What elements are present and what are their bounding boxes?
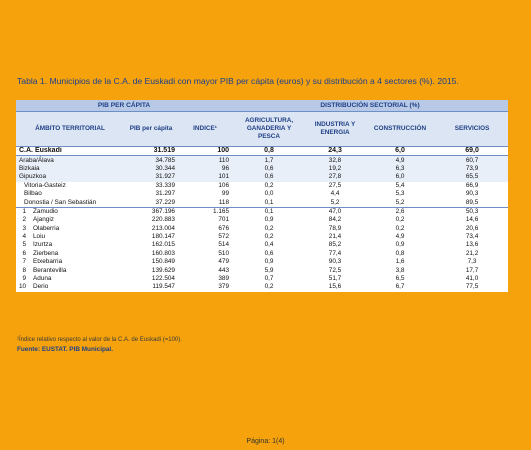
- cell-pib: 367.196: [124, 207, 178, 216]
- cell-serv: 20,6: [436, 225, 508, 233]
- cell-name: Gipuzkoa: [16, 173, 124, 181]
- cell-rank: 7: [16, 258, 30, 266]
- table-row: [16, 156, 508, 165]
- cell-indice: 676: [178, 225, 232, 233]
- cell-cons: 5,2: [364, 198, 436, 207]
- cell-serv: 90,3: [436, 190, 508, 198]
- cell-indice: 514: [178, 241, 232, 249]
- table-row: [16, 241, 508, 249]
- cell-ind: 4,4: [306, 190, 364, 198]
- cell-cons: 6,7: [364, 283, 436, 291]
- table-row: [16, 225, 508, 233]
- cell-ind: 27,5: [306, 182, 364, 190]
- cell-pib: 160.803: [124, 250, 178, 258]
- cell-agri: 0,2: [232, 225, 306, 233]
- cell-name: Ajangiz: [30, 216, 124, 224]
- cell-indice: 701: [178, 216, 232, 224]
- cell-ind: 32,8: [306, 156, 364, 165]
- cell-name: C.A. Euskadi: [16, 147, 124, 156]
- cell-cons: 2,6: [364, 207, 436, 216]
- cell-cons: 5,3: [364, 190, 436, 198]
- cell-rank: 1: [16, 207, 30, 216]
- cell-serv: 7,3: [436, 258, 508, 266]
- cell-agri: 0,9: [232, 216, 306, 224]
- cell-pib: 31.297: [124, 190, 178, 198]
- cell-pib: 30.344: [124, 165, 178, 173]
- cell-rank: 2: [16, 216, 30, 224]
- cell-serv: 65,5: [436, 173, 508, 181]
- header-indice: INDICE¹: [178, 112, 232, 147]
- pib-table: [16, 100, 508, 292]
- header-agricultura: AGRICULTURA, GANADERIA Y PESCA: [232, 112, 306, 147]
- cell-indice: 118: [178, 198, 232, 207]
- cell-name: Aduna: [30, 275, 124, 283]
- cell-name: Zierbena: [30, 250, 124, 258]
- cell-ind: 77,4: [306, 250, 364, 258]
- cell-name: Bilbao: [16, 190, 124, 198]
- cell-ind: 85,2: [306, 241, 364, 249]
- table-row: [16, 190, 508, 198]
- table-row-total: [16, 147, 508, 156]
- cell-rank: 9: [16, 275, 30, 283]
- header-industria: INDUSTRIA Y ENERGIA: [306, 112, 364, 147]
- cell-rank: 6: [16, 250, 30, 258]
- cell-name: Izurtza: [30, 241, 124, 249]
- cell-serv: 60,7: [436, 156, 508, 165]
- cell-serv: 89,5: [436, 198, 508, 207]
- cell-serv: 41,0: [436, 275, 508, 283]
- table-row: [16, 258, 508, 266]
- source-note: Fuente: EUSTAT. PIB Municipal.: [17, 346, 113, 353]
- cell-cons: 5,4: [364, 182, 436, 190]
- cell-ind: 27,8: [306, 173, 364, 181]
- header-group-distribution: DISTRIBUCIÓN SECTORIAL (%): [232, 100, 508, 112]
- header-construccion: CONSTRUCCIÓN: [364, 112, 436, 147]
- cell-serv: 14,6: [436, 216, 508, 224]
- cell-cons: 6,5: [364, 275, 436, 283]
- cell-pib: 122.504: [124, 275, 178, 283]
- cell-pib: 150.849: [124, 258, 178, 266]
- table-row: [16, 250, 508, 258]
- cell-agri: 0,1: [232, 207, 306, 216]
- cell-pib: 162.015: [124, 241, 178, 249]
- cell-indice: 572: [178, 233, 232, 241]
- cell-agri: 0,2: [232, 182, 306, 190]
- cell-cons: 1,6: [364, 258, 436, 266]
- cell-agri: 0,2: [232, 233, 306, 241]
- cell-name: Zamudio: [30, 207, 124, 216]
- cell-pib: 34.785: [124, 156, 178, 165]
- cell-indice: 479: [178, 258, 232, 266]
- cell-cons: 4,9: [364, 156, 436, 165]
- cell-indice: 443: [178, 266, 232, 274]
- cell-ind: 72,5: [306, 266, 364, 274]
- cell-pib: 139.629: [124, 266, 178, 274]
- table-row: [16, 165, 508, 173]
- cell-cons: 3,8: [364, 266, 436, 274]
- cell-cons: 4,9: [364, 233, 436, 241]
- cell-agri: 0,1: [232, 198, 306, 207]
- cell-name: Donostia / San Sebastián: [16, 198, 124, 207]
- cell-indice: 389: [178, 275, 232, 283]
- cell-serv: 50,3: [436, 207, 508, 216]
- cell-pib: 220.883: [124, 216, 178, 224]
- cell-serv: 66,9: [436, 182, 508, 190]
- cell-cons: 0,9: [364, 241, 436, 249]
- cell-name: Etxebarria: [30, 258, 124, 266]
- cell-ind: 21,4: [306, 233, 364, 241]
- cell-indice: 1.165: [178, 207, 232, 216]
- cell-name: Derio: [30, 283, 124, 291]
- cell-pib: 180.147: [124, 233, 178, 241]
- cell-serv: 73,4: [436, 233, 508, 241]
- cell-agri: 0,7: [232, 275, 306, 283]
- cell-cons: 6,0: [364, 173, 436, 181]
- cell-name: Araba/Álava: [16, 156, 124, 165]
- cell-serv: 69,0: [436, 147, 508, 156]
- cell-ind: 24,3: [306, 147, 364, 156]
- cell-ind: 47,0: [306, 207, 364, 216]
- cell-name: Loiu: [30, 233, 124, 241]
- table-row: [16, 266, 508, 274]
- cell-indice: 379: [178, 283, 232, 291]
- cell-cons: 0,2: [364, 216, 436, 224]
- cell-rank: 8: [16, 266, 30, 274]
- cell-agri: 0,6: [232, 173, 306, 181]
- cell-name: Bizkaia: [16, 165, 124, 173]
- table-row: [16, 233, 508, 241]
- cell-rank: 10: [16, 283, 30, 291]
- table-row: [16, 182, 508, 190]
- cell-serv: 13,6: [436, 241, 508, 249]
- cell-agri: 0,6: [232, 250, 306, 258]
- cell-indice: 96: [178, 165, 232, 173]
- cell-pib: 31.519: [124, 147, 178, 156]
- cell-agri: 0,6: [232, 165, 306, 173]
- cell-agri: 5,9: [232, 266, 306, 274]
- cell-agri: 1,7: [232, 156, 306, 165]
- cell-rank: 4: [16, 233, 30, 241]
- cell-indice: 510: [178, 250, 232, 258]
- footnote: ¹Índice relativo respecto al valor de la C.A. de Euskadi (=100).: [17, 337, 182, 343]
- cell-indice: 101: [178, 173, 232, 181]
- cell-agri: 0,8: [232, 147, 306, 156]
- header-servicios: SERVICIOS: [436, 112, 508, 147]
- cell-pib: 33.339: [124, 182, 178, 190]
- table-row: [16, 207, 508, 216]
- cell-ind: 19,2: [306, 165, 364, 173]
- cell-pib: 213.004: [124, 225, 178, 233]
- cell-agri: 0,0: [232, 190, 306, 198]
- header-pib: PIB per cápita: [124, 112, 178, 147]
- cell-cons: 0,2: [364, 225, 436, 233]
- cell-agri: 0,2: [232, 283, 306, 291]
- cell-serv: 73,9: [436, 165, 508, 173]
- cell-ind: 15,6: [306, 283, 364, 291]
- header-group-pib: PIB PER CÁPITA: [16, 100, 232, 112]
- cell-agri: 0,9: [232, 258, 306, 266]
- cell-pib: 119.547: [124, 283, 178, 291]
- cell-rank: 3: [16, 225, 30, 233]
- cell-pib: 37.229: [124, 198, 178, 207]
- cell-rank: 5: [16, 241, 30, 249]
- table-row: [16, 283, 508, 291]
- cell-name: Olaberria: [30, 225, 124, 233]
- table-row: [16, 173, 508, 181]
- cell-agri: 0,4: [232, 241, 306, 249]
- cell-serv: 17,7: [436, 266, 508, 274]
- cell-serv: 77,5: [436, 283, 508, 291]
- cell-indice: 110: [178, 156, 232, 165]
- table-row: [16, 275, 508, 283]
- cell-pib: 31.927: [124, 173, 178, 181]
- cell-name: Vitoria-Gasteiz: [16, 182, 124, 190]
- cell-indice: 100: [178, 147, 232, 156]
- cell-indice: 99: [178, 190, 232, 198]
- cell-ind: 5,2: [306, 198, 364, 207]
- cell-name: Berantevilla: [30, 266, 124, 274]
- cell-indice: 106: [178, 182, 232, 190]
- cell-ind: 51,7: [306, 275, 364, 283]
- table-row: [16, 198, 508, 207]
- cell-cons: 6,0: [364, 147, 436, 156]
- table-title: Tabla 1. Municipios de la C.A. de Euskadi con mayor PIB per cápita (euros) y su distribución a 4 sectores (%). 2015.: [17, 76, 459, 86]
- cell-cons: 6,3: [364, 165, 436, 173]
- cell-ind: 78,9: [306, 225, 364, 233]
- page-number: Página: 1(4): [246, 438, 285, 445]
- cell-cons: 0,8: [364, 250, 436, 258]
- table-row: [16, 216, 508, 224]
- header-ambito: ÁMBITO TERRITORIAL: [16, 112, 124, 147]
- cell-ind: 84,2: [306, 216, 364, 224]
- cell-serv: 21,2: [436, 250, 508, 258]
- cell-ind: 90,3: [306, 258, 364, 266]
